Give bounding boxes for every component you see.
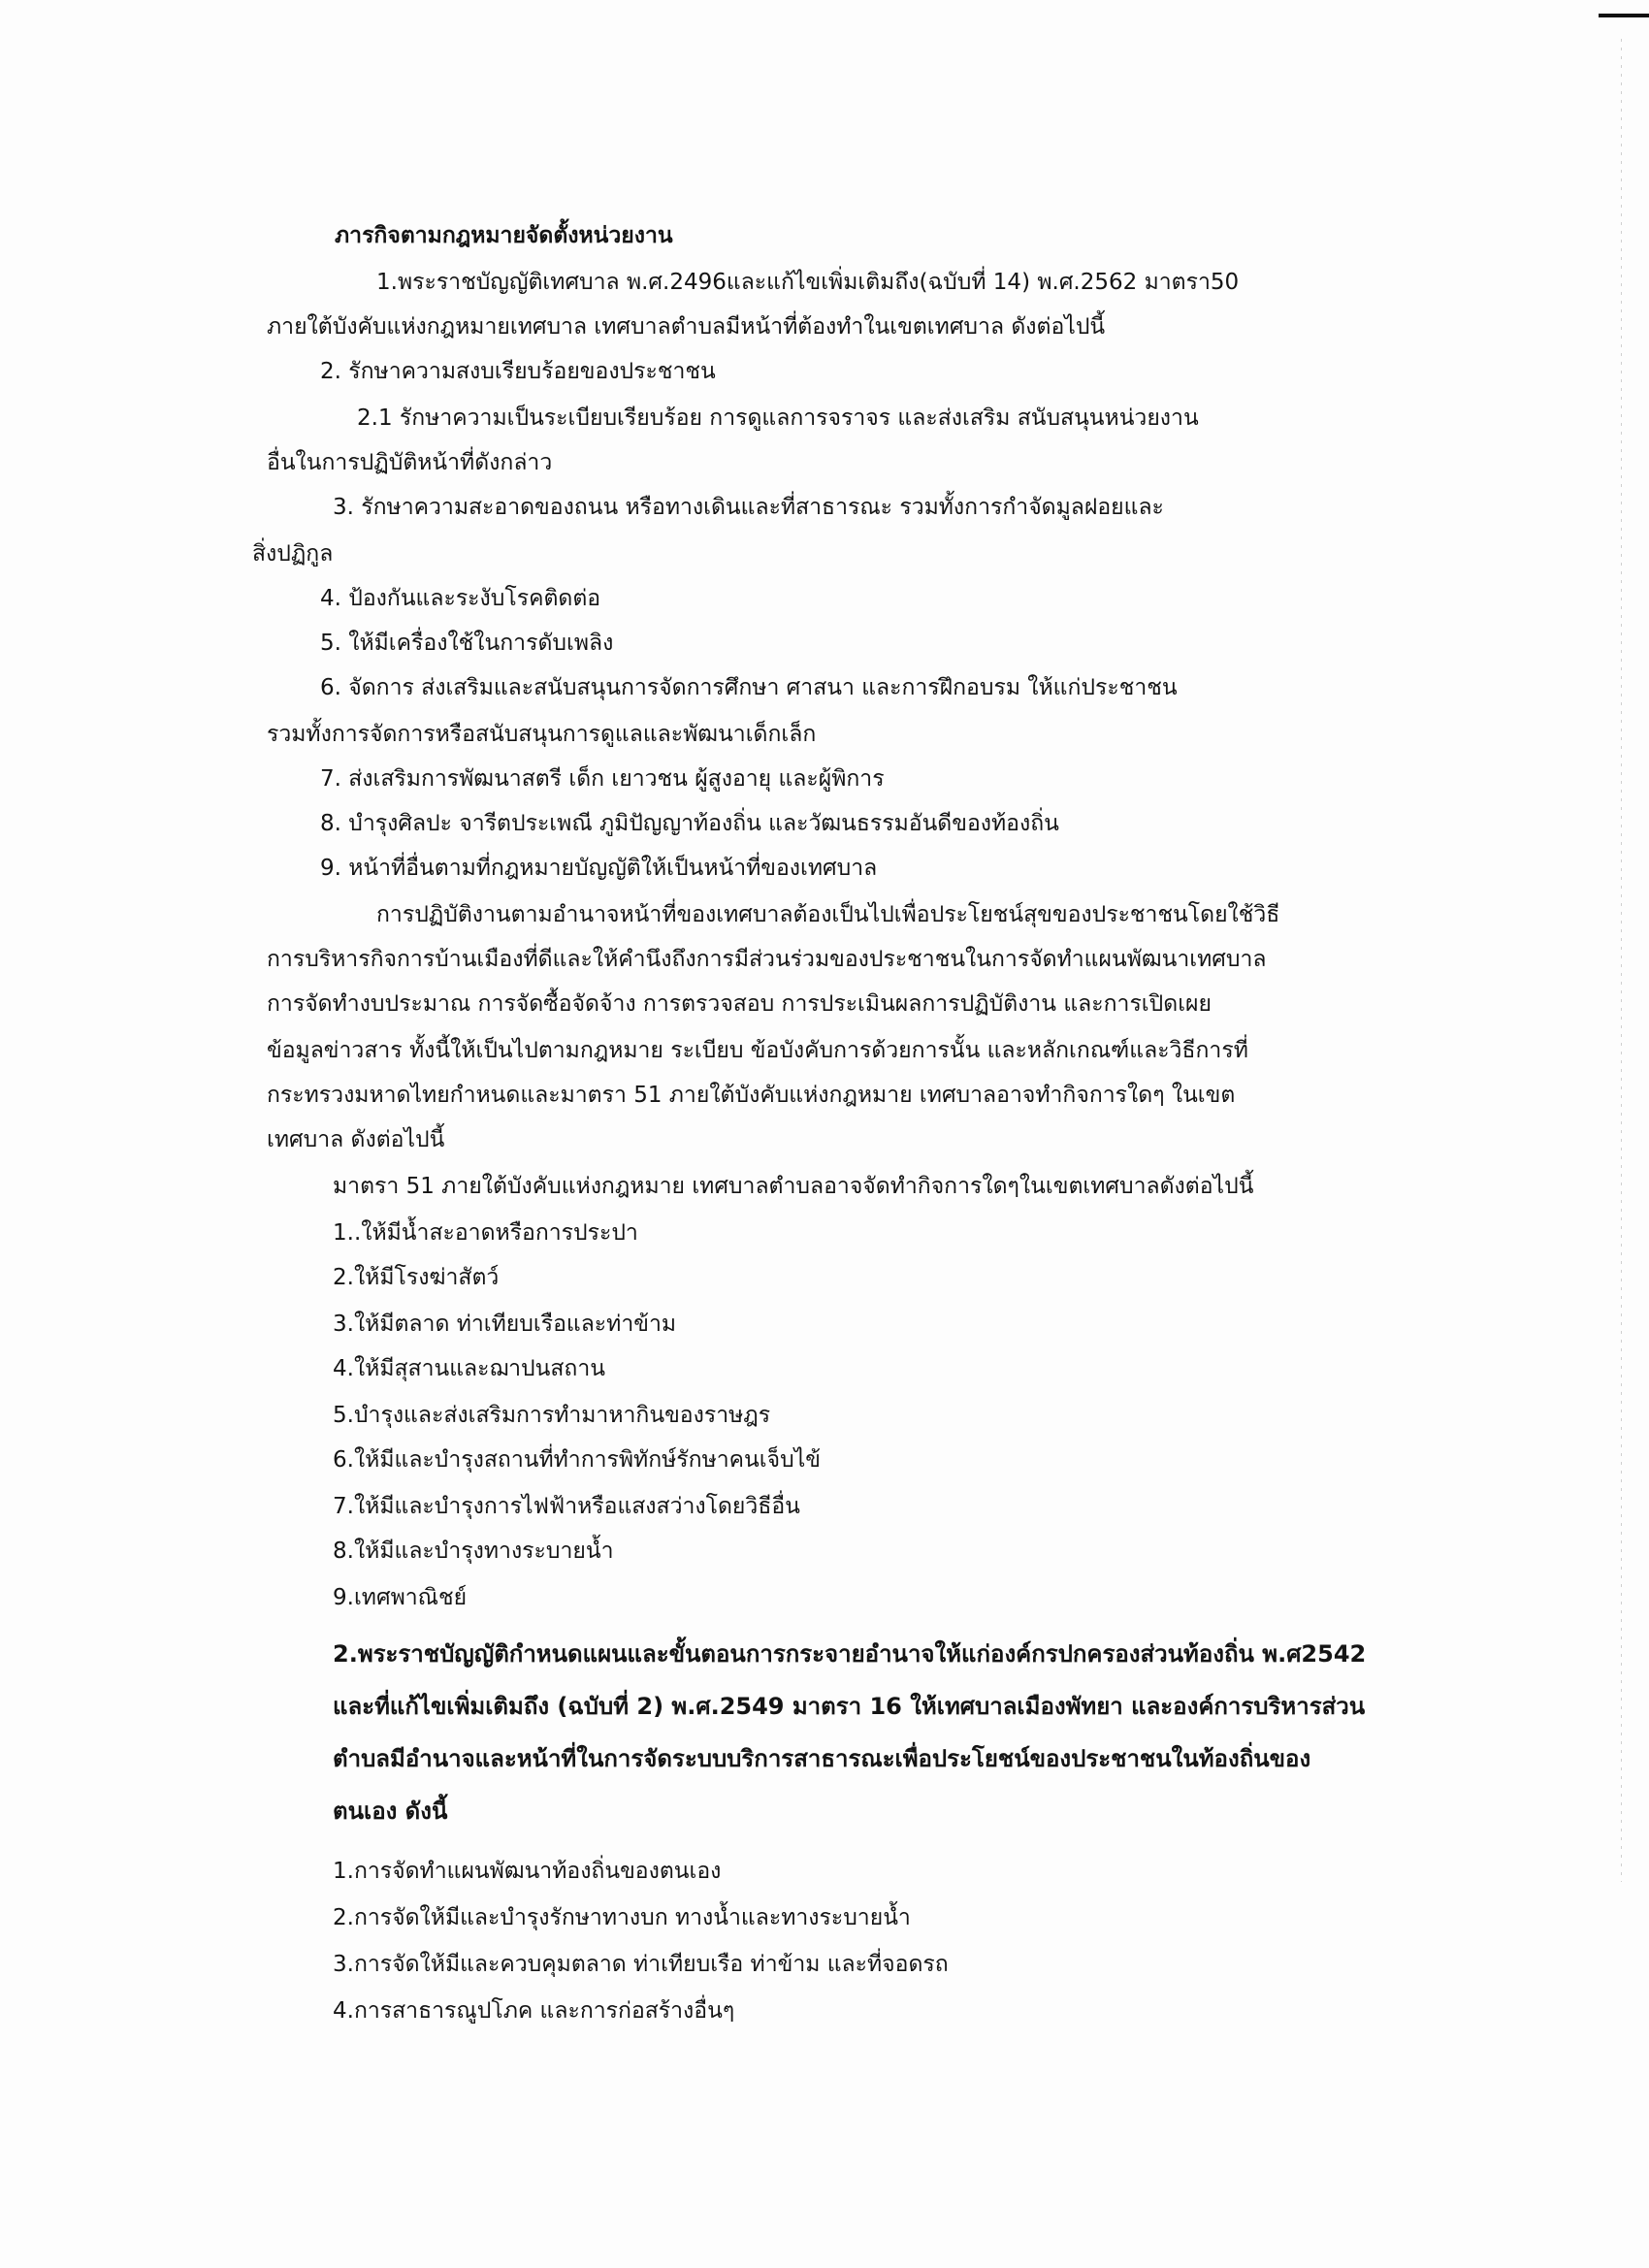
list-item: 9. หน้าที่อื่นตามที่กฎหมายบัญญัติให้เป็นหน้าที่ของเทศบาล	[320, 856, 878, 881]
paragraph-line: การปฏิบัติงานตามอำนาจหน้าที่ของเทศบาลต้องเป็นไปเพื่อประโยชน์สุขของประชาชนโดยใช้วิธี	[376, 902, 1280, 927]
list-item: 8. บำรุงศิลปะ จารีตประเพณี ภูมิปัญญาท้องถิ่น และวัฒนธรรมอันดีของท้องถิ่น	[320, 811, 1059, 836]
paragraph-line: ภายใต้บังคับแห่งกฎหมายเทศบาล เทศบาลตำบลมีหน้าที่ต้องทำในเขตเทศบาล ดังต่อไปนี้	[267, 314, 1106, 340]
list-item: 7.ให้มีและบำรุงการไฟฟ้าหรือแสงสว่างโดยวิธีอื่น	[333, 1494, 800, 1519]
list-item: 5.บำรุงและส่งเสริมการทำมาหากินของราษฎร	[333, 1403, 771, 1428]
paragraph-line: รวมทั้งการจัดการหรือสนับสนุนการดูแลและพัฒนาเด็กเล็ก	[267, 722, 817, 747]
paragraph-line: กระทรวงมหาดไทยกำหนดและมาตรา 51 ภายใต้บังคับแห่งกฎหมาย เทศบาลอาจทำกิจการใดๆ ในเขต	[267, 1083, 1236, 1108]
paragraph-line: การบริหารกิจการบ้านเมืองที่ดีและให้คำนึงถึงการมีส่วนร่วมของประชาชนในการจัดทำแผนพัฒนาเทศบาล	[267, 947, 1267, 972]
paragraph-line: การจัดทำงบประมาณ การจัดซื้อจัดจ้าง การตรวจสอบ การประเมินผลการปฏิบัติงาน และการเปิดเผย	[267, 991, 1212, 1017]
list-item: 2. รักษาความสงบเรียบร้อยของประชาชน	[320, 359, 716, 384]
list-item: 7. ส่งเสริมการพัฒนาสตรี เด็ก เยาวชน ผู้สูงอายุ และผู้พิการ	[320, 766, 885, 792]
list-item: 2.1 รักษาความเป็นระเบียบเรียบร้อย การดูแลการจราจร และส่งเสริม สนับสนุนหน่วยงาน	[357, 405, 1199, 431]
list-item: 3.ให้มีตลาด ท่าเทียบเรือและท่าข้าม	[333, 1312, 677, 1337]
list-item: 4. ป้องกันและระงับโรคติดต่อ	[320, 586, 601, 611]
section-paragraph-bold: และที่แก้ไขเพิ่มเติมถึง (ฉบับที่ 2) พ.ศ.2549 มาตรา 16 ให้เทศบาลเมืองพัทยา และองค์การบริหารส่วน	[333, 1693, 1366, 1720]
list-item: 4.การสาธารณูปโภค และการก่อสร้างอื่นๆ	[333, 1998, 735, 2024]
list-item: 1.การจัดทำแผนพัฒนาท้องถิ่นของตนเอง	[333, 1859, 722, 1884]
list-item: 1..ให้มีน้ำสะอาดหรือการประปา	[333, 1220, 638, 1246]
list-item: 4.ให้มีสุสานและฌาปนสถาน	[333, 1356, 605, 1381]
section-paragraph-bold: 2.พระราชบัญญัติกำหนดแผนและขั้นตอนการกระจายอำนาจให้แก่องค์กรปกครองส่วนท้องถิ่น พ.ศ2542	[333, 1640, 1367, 1668]
list-item: 2.ให้มีโรงฆ่าสัตว์	[333, 1265, 500, 1290]
list-item: 3.การจัดให้มีและควบคุมตลาด ท่าเทียบเรือ ท่าข้าม และที่จอดรถ	[333, 1952, 949, 1977]
list-item: 9.เทศพาณิชย์	[333, 1585, 468, 1610]
paragraph-line: สิ่งปฏิกูล	[252, 541, 334, 567]
paragraph-line: เทศบาล ดังต่อไปนี้	[267, 1127, 445, 1152]
list-item: 6.ให้มีและบำรุงสถานที่ทำการพิทักษ์รักษาคนเจ็บไข้	[333, 1447, 822, 1473]
scan-edge-line	[1621, 39, 1622, 1882]
paragraph-line: อื่นในการปฏิบัติหน้าที่ดังกล่าว	[267, 450, 553, 475]
list-item: 2.การจัดให้มีและบำรุงรักษาทางบก ทางน้ำและทางระบายน้ำ	[333, 1905, 911, 1930]
section-paragraph-bold: ตำบลมีอำนาจและหน้าที่ในการจัดระบบบริการสาธารณะเพื่อประโยชน์ของประชาชนในท้องถิ่นของ	[333, 1745, 1311, 1772]
paragraph-line: มาตรา 51 ภายใต้บังคับแห่งกฎหมาย เทศบาลตำบลอาจจัดทำกิจการใดๆในเขตเทศบาลดังต่อไปนี้	[333, 1174, 1254, 1199]
section-heading: ภารกิจตามกฎหมายจัดตั้งหน่วยงาน	[335, 223, 673, 248]
scan-edge-mark	[1599, 14, 1649, 17]
list-item: 3. รักษาความสะอาดของถนน หรือทางเดินและที่สาธารณะ รวมทั้งการกำจัดมูลฝอยและ	[333, 495, 1164, 520]
list-item: 6. จัดการ ส่งเสริมและสนับสนุนการจัดการศึกษา ศาสนา และการฝึกอบรม ให้แก่ประชาชน	[320, 675, 1178, 700]
paragraph-line: 1.พระราชบัญญัติเทศบาล พ.ศ.2496และแก้ไขเพิ่มเติมถึง(ฉบับที่ 14) พ.ศ.2562 มาตรา50	[376, 270, 1240, 295]
section-paragraph-bold: ตนเอง ดังนี้	[333, 1798, 448, 1825]
paragraph-line: ข้อมูลข่าวสาร ทั้งนี้ให้เป็นไปตามกฎหมาย ระเบียบ ข้อบังคับการด้วยการนั้น และหลักเกณฑ์และวิธีการที่	[267, 1038, 1248, 1063]
list-item: 5. ให้มีเครื่องใช้ในการดับเพลิง	[320, 631, 614, 656]
list-item: 8.ให้มีและบำรุงทางระบายน้ำ	[333, 1539, 614, 1564]
